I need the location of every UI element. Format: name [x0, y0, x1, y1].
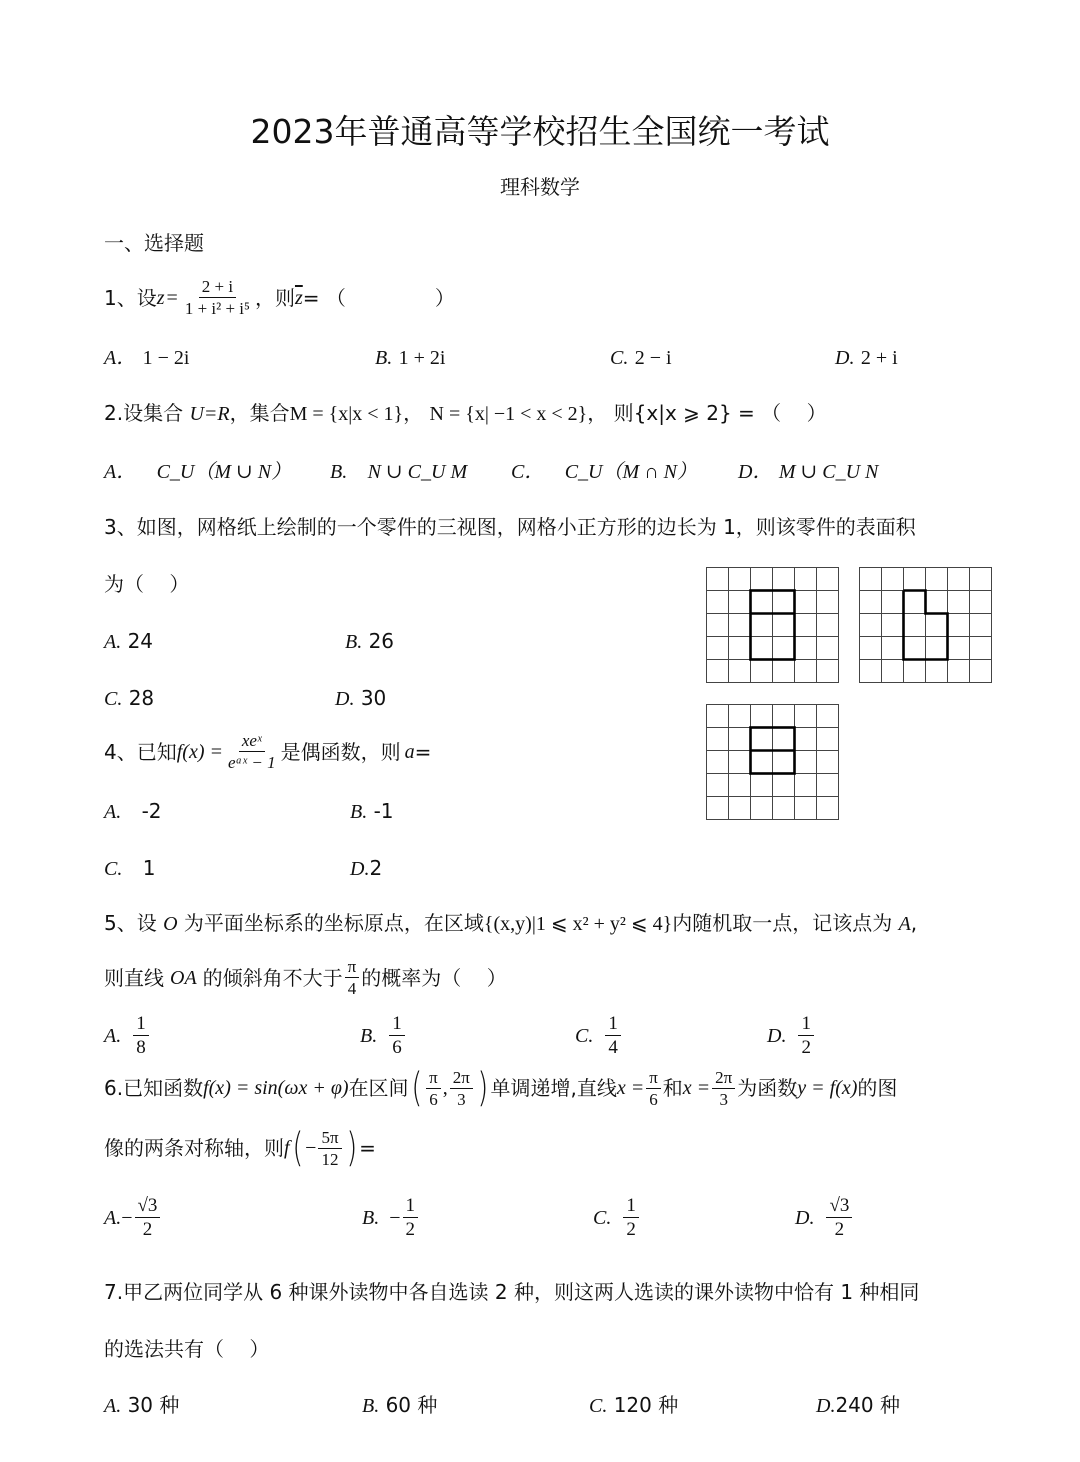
option-text: C_U（M ∪ N） [156, 461, 292, 483]
q1-option-b[interactable] [375, 347, 445, 368]
option-letter: D. [350, 858, 370, 880]
q6-option-b[interactable] [362, 1196, 420, 1239]
frac-num: 1 [389, 1014, 405, 1036]
frac-num: √3 [135, 1196, 161, 1218]
q4-option-b[interactable] [350, 801, 394, 822]
q2-set-m: M = {x|x < 1}， [289, 403, 424, 425]
option-letter: B. [330, 461, 348, 483]
q3-line-1: 3、如图，网格纸上绘制的一个零件的三视图，网格小正方形的边长为 1，则该零件的表面积 [104, 515, 916, 539]
q5-line-1 [104, 913, 917, 934]
option-letter: D. [816, 1395, 836, 1417]
option-text: 28 [128, 686, 155, 710]
q3-option-a[interactable] [104, 631, 153, 652]
q1-option-d[interactable] [835, 347, 898, 368]
three-view-side-figure [859, 567, 993, 684]
q6-text-i: = [359, 1136, 376, 1160]
question-2 [104, 403, 827, 424]
q2-set-n: N = {x| −1 < x < 2}， [429, 403, 608, 425]
q4-den: eᵃˣ − 1 [227, 753, 276, 772]
right-paren: ) [477, 1065, 489, 1111]
option-letter: B. [375, 347, 393, 369]
question-4 [104, 732, 431, 771]
q2-option-d[interactable] [738, 461, 878, 482]
q1-mid: ，则 [254, 285, 295, 310]
q5-text-f: 的倾斜角不大于 [202, 965, 343, 990]
frac-num: π [426, 1069, 441, 1089]
frac-den: 2 [142, 1219, 153, 1240]
q3-option-c[interactable] [104, 688, 154, 709]
q2-option-a[interactable] [104, 461, 291, 482]
q4-text-a: 4、已知 [104, 739, 177, 764]
q6-text-c: 单调递增, [490, 1076, 577, 1100]
q5-option-d[interactable] [767, 1014, 816, 1057]
option-letter: A． [104, 461, 137, 483]
q1-option-a[interactable] [104, 347, 189, 368]
option-letter: B. [345, 631, 363, 653]
option-letter: D. [767, 1024, 787, 1047]
option-letter: C. [575, 1024, 594, 1047]
option-letter: B. [360, 1024, 378, 1047]
q2-text-a: 2.设集合 [104, 401, 184, 425]
frac-num: 5π [318, 1129, 341, 1149]
frac-den: 2 [801, 1037, 811, 1058]
q7-option-b[interactable] [362, 1395, 437, 1416]
option-text: M ∪ C_U N [778, 461, 879, 483]
q6-axis-1: x = [616, 1077, 645, 1099]
q6-text-f: 为函数 [737, 1076, 798, 1100]
q5-text-d: , [910, 911, 918, 935]
q4-text-b: 是偶函数，则 [280, 739, 401, 764]
option-text: 1 − 2i [142, 347, 190, 369]
option-text: N ∪ C_U M [367, 461, 468, 483]
option-letter: A. [104, 1024, 122, 1047]
option-letter: A. [104, 1395, 122, 1417]
q6-text-a: 6.已知函数 [104, 1076, 204, 1100]
option-letter: C. [104, 688, 123, 710]
frac-den: 6 [429, 1089, 438, 1109]
left-paren: ( [291, 1125, 303, 1171]
frac-num: 1 [403, 1196, 419, 1218]
page-title: 2023年普通高等学校招生全国统一考试 [250, 112, 830, 151]
q5-line-oa: OA [170, 966, 197, 989]
option-text: 120 种 [613, 1393, 679, 1417]
question-1 [104, 278, 455, 317]
option-letter: C. [593, 1206, 612, 1229]
q6-f: f [284, 1137, 290, 1159]
q6-eval-point [318, 1129, 341, 1168]
q6-text-h: 像的两条对称轴，则 [104, 1136, 284, 1160]
frac-den: 2 [405, 1219, 415, 1240]
option-fraction [135, 1196, 161, 1239]
option-fraction [826, 1196, 852, 1239]
option-letter: B. [362, 1395, 380, 1417]
frac-den: 8 [136, 1037, 146, 1058]
option-letter: A． [104, 347, 137, 369]
q3-option-b[interactable] [345, 631, 394, 652]
q6-interval-left [426, 1069, 441, 1108]
option-text: 2 + i [860, 347, 898, 369]
q5-text-b: 为平面坐标系的坐标原点，在区域 [183, 911, 484, 935]
frac-num: 1 [133, 1014, 149, 1036]
frac-num: 1 [623, 1196, 639, 1218]
frac-den: 3 [457, 1089, 466, 1109]
option-letter: B. [350, 801, 368, 823]
option-text: -2 [141, 799, 162, 823]
q1-eq: = [166, 286, 178, 309]
q1-num: 2 + i [199, 278, 236, 298]
q7-option-d[interactable] [816, 1395, 900, 1416]
option-letter: D． [738, 461, 773, 483]
page-subtitle: 理科数学 [500, 175, 580, 199]
frac-den: 2 [626, 1219, 636, 1240]
option-text: 2 − i [634, 347, 672, 369]
q6-interval-right [450, 1069, 473, 1108]
q5-origin: O [163, 913, 178, 935]
option-text: 24 [127, 629, 154, 653]
q1-end: = （ ） [302, 285, 455, 310]
q7-option-a[interactable] [104, 1395, 179, 1416]
q2-universe: U=R [189, 403, 230, 425]
option-text: 1 + 2i [398, 347, 446, 369]
option-text: 2 [369, 856, 383, 880]
frac-den: 12 [321, 1149, 339, 1169]
q6-text-e: 和 [662, 1076, 683, 1100]
q6-option-d[interactable] [795, 1196, 854, 1239]
q6-line-1: 6.已知函数 f(x) = sin(ωx + φ) 在区间 ( $\frac{\pi}{6}$ , $\frac{2\pi}{3}$ ) 单调递增, 直线 x = $\frac{\pi}{6}$ 和 x = $\frac{2\pi}{3}$ 为函数 y = f(x) 的图 [104, 1065, 898, 1111]
option-text: 30 [360, 686, 387, 710]
q2-option-b[interactable] [330, 461, 467, 482]
option-letter: D. [795, 1206, 815, 1229]
q4-text-c: = [414, 739, 432, 764]
option-fraction [389, 1014, 405, 1057]
q4-var-a: a [404, 740, 415, 763]
section-heading: 一、选择题 [104, 231, 204, 255]
q5-option-b[interactable] [360, 1014, 407, 1057]
q3-line-2: 为（ ） [104, 572, 190, 596]
q6-y-equals: y = f(x) [797, 1077, 858, 1099]
frac-den: 2 [834, 1219, 845, 1240]
q1-zbar: $\overline{z}$ [294, 286, 303, 309]
q5-region: {(x,y)|1 ⩽ x² + y² ⩽ 4} [483, 913, 673, 935]
q5-text-g: 的概率为（ ） [361, 965, 507, 990]
option-letter: D. [835, 347, 855, 369]
frac-num: √3 [826, 1196, 852, 1218]
option-letter: C． [511, 461, 545, 483]
q5-text-e: 则直线 [104, 965, 164, 990]
q5-option-c[interactable] [575, 1014, 623, 1057]
q5-pi-num: π [345, 958, 360, 978]
q6-minus: − [305, 1137, 317, 1159]
q5-text-a: 5、设 [104, 911, 157, 935]
q4-num: xeˣ [239, 732, 265, 752]
option-letter: A. [104, 801, 122, 823]
option-text: 1 [142, 856, 156, 880]
option-fraction [605, 1014, 621, 1057]
q5-option-a[interactable] [104, 1014, 151, 1057]
q5-angle-fraction [345, 958, 360, 997]
q6-axis-1-value [646, 1069, 661, 1108]
q6-text-d: 直线 [576, 1076, 617, 1100]
q1-prefix: 1、设 [104, 285, 157, 310]
option-text: 60 种 [385, 1393, 438, 1417]
three-view-front-figure [706, 567, 840, 684]
q2-option-c[interactable] [511, 461, 697, 482]
frac-den: 4 [608, 1037, 618, 1058]
option-letter: B. [362, 1206, 380, 1229]
q1-fraction [182, 278, 253, 317]
option-text: C_U（M ∩ N） [564, 461, 697, 483]
option-sign: − [121, 1206, 133, 1229]
q4-function: f(x) = [176, 740, 223, 763]
option-letter: A. [104, 1206, 122, 1229]
frac-num: 1 [798, 1014, 814, 1036]
q1-z: z [156, 286, 165, 309]
option-text: 26 [368, 629, 395, 653]
q1-option-c[interactable] [610, 347, 672, 368]
frac-den: 6 [649, 1089, 658, 1109]
q7-option-c[interactable] [589, 1395, 678, 1416]
three-view-top-figure [706, 704, 840, 821]
option-fraction [403, 1196, 419, 1239]
q4-option-a[interactable] [104, 801, 162, 822]
option-letter: D. [335, 688, 355, 710]
q6-option-c[interactable] [593, 1196, 641, 1239]
q7-line-1: 7.甲乙两位同学从 6 种课外读物中各自选读 2 种，则这两人选读的课外读物中恰有 1 种相同 [104, 1280, 920, 1304]
frac-num: 2π [450, 1069, 473, 1089]
q6-option-a[interactable] [104, 1196, 162, 1239]
q4-option-d[interactable] [350, 858, 382, 879]
right-paren: ) [345, 1125, 357, 1171]
q6-text-b: 在区间 [348, 1076, 409, 1100]
q6-axis-2: x = [682, 1077, 711, 1099]
q5-text-c: 内随机取一点，记该点为 [672, 911, 893, 935]
option-letter: A. [104, 631, 122, 653]
q6-axis-2-value [712, 1069, 735, 1108]
q6-line-2 [104, 1125, 376, 1171]
q6-text-g: 的图 [857, 1076, 898, 1100]
frac-den: 6 [392, 1037, 402, 1058]
frac-num: 2π [712, 1069, 735, 1089]
option-fraction [798, 1014, 814, 1057]
q2-text-f: 则{x|x ⩾ 2} = （ ） [613, 401, 827, 425]
option-text: 30 种 [127, 1393, 180, 1417]
q3-option-d[interactable] [335, 688, 386, 709]
option-text: -1 [373, 799, 394, 823]
q6-function: f(x) = sin(ωx + φ) [203, 1077, 349, 1099]
q4-option-c[interactable] [104, 858, 155, 879]
frac-num: 1 [605, 1014, 621, 1036]
option-fraction [133, 1014, 149, 1057]
frac-den: 3 [719, 1089, 728, 1109]
q5-pi-den: 4 [347, 979, 357, 998]
q5-line-2 [104, 958, 507, 997]
left-paren: ( [410, 1065, 422, 1111]
option-text: 240 种 [835, 1393, 900, 1417]
option-sign: − [389, 1206, 401, 1229]
frac-num: π [646, 1069, 661, 1089]
q7-line-2: 的选法共有（ ） [104, 1337, 270, 1361]
option-letter: C. [610, 347, 629, 369]
q4-fraction [225, 732, 279, 771]
option-letter: C. [104, 858, 123, 880]
option-letter: C. [589, 1395, 608, 1417]
option-fraction [623, 1196, 639, 1239]
q5-point-a: A [898, 913, 911, 935]
q2-text-c: ，集合 [229, 401, 290, 425]
q1-den: 1 + i² + i⁵ [184, 299, 250, 318]
